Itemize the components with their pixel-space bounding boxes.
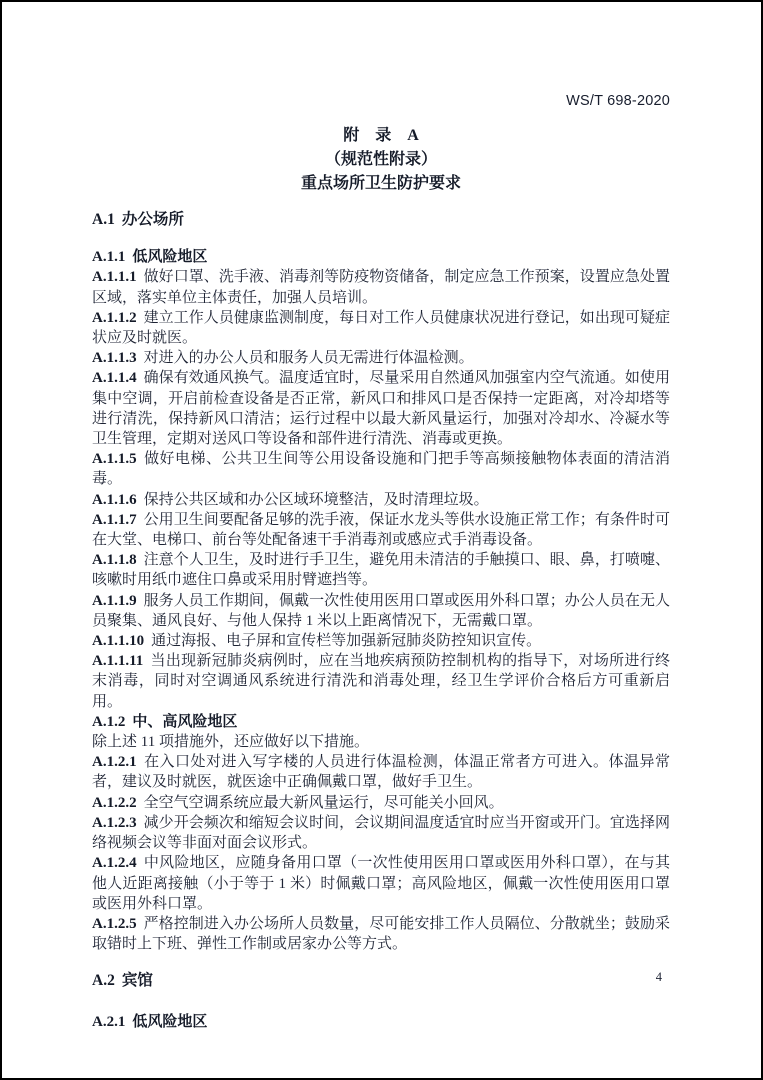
- subsection-number: A.2.1: [92, 1013, 126, 1030]
- clause-text: 中风险地区，应随身备用口罩（一次性使用医用口罩或医用外科口罩），在与其他人近距离接触（小于等于 1 米）时佩戴口罩；高风险地区，佩戴一次性使用医用口罩或医用外科口罩。: [92, 855, 670, 912]
- subsection-title: 低风险地区: [132, 249, 208, 266]
- clause-text: 对进入的办公人员和服务人员无需进行体温检测。: [143, 350, 474, 367]
- clause-number: A.1.1.2: [92, 309, 137, 326]
- clause-number: A.1.1.6: [92, 491, 137, 508]
- clause-a125: [92, 914, 670, 954]
- clause-text: 全空气空调系统应最大新风量运行，尽可能关小回风。: [143, 794, 504, 811]
- page-number: 4: [655, 970, 662, 984]
- clause-number: A.1.2.1: [92, 754, 137, 771]
- section-title: 办公场所: [121, 211, 184, 228]
- clause-text: 减少开会频次和缩短会议时间，会议期间温度适宜时应当开窗或开门。宜选择网络视频会议等非面对面会议形式。: [92, 814, 670, 852]
- clause-a115: [92, 449, 670, 489]
- section-a2-body: [92, 1012, 670, 1032]
- clause-text: 当出现新冠肺炎病例时，应在当地疾病预防控制机构的指导下，对场所进行终末消毒，同时对空调通风系统进行清洗和消毒处理，经卫生学评价合格后方可重新启用。: [92, 653, 670, 710]
- clause-number: A.1.1.3: [92, 350, 137, 367]
- clause-number: A.1.1.9: [92, 592, 137, 609]
- section-a1-body: [92, 247, 670, 954]
- subsection-title: 中、高风险地区: [132, 713, 238, 730]
- clause-text: 做好电梯、公共卫生间等公用设备设施和门把手等高频接触物体表面的清洁消毒。: [92, 451, 670, 488]
- subsection-number: A.1.1: [92, 249, 126, 266]
- clause-number: A.1.1.8: [92, 552, 137, 569]
- clause-number: A.1.1.1: [92, 269, 137, 286]
- section-heading-a2: [92, 971, 670, 991]
- section-number: A.1: [92, 211, 115, 228]
- clause-text: 公用卫生间要配备足够的洗手液，保证水龙头等供水设施正常工作；有条件时可在大堂、电梯口、前台等处配备速干手消毒剂或感应式手消毒设备。: [92, 511, 670, 549]
- clause-number: A.1.2.5: [92, 915, 137, 932]
- standard-number: WS/T 698-2020: [566, 93, 670, 109]
- clause-a112: [92, 308, 670, 348]
- clause-text: 保持公共区域和办公区域环境整洁，及时清理垃圾。: [143, 491, 489, 508]
- clause-a1110: [92, 631, 670, 651]
- appendix-title-block: [92, 124, 670, 196]
- clause-number: A.1.1.5: [92, 451, 137, 468]
- appendix-label: 附 录 A: [343, 127, 419, 144]
- clause-number: A.1.1.4: [92, 370, 137, 387]
- clause-text: 做好口罩、洗手液、消毒剂等防疫物资储备，制定应急工作预案，设置应急处置区域，落实单位主体责任，加强人员培训。: [92, 269, 670, 306]
- clause-text: 严格控制进入办公场所人员数量，尽可能安排工作人员隔位、分散就坐；鼓励采取错时上下班、弹性工作制或居家办公等方式。: [92, 915, 670, 953]
- clause-a1111: [92, 651, 670, 712]
- clause-text: 确保有效通风换气。温度适宜时，尽量采用自然通风加强室内空气流通。如使用集中空调，开启前检查设备是否正常，新风口和排风口是否保持一定距离，对冷却塔等进行清洗，保持新风口清洁；运行过程中以最大新风量运行，加强对冷却水、冷凝水等卫生管理，定期对送风口等设备和部件进行清洗、消毒或更换。: [92, 370, 670, 448]
- subsection-heading-a12: [92, 712, 670, 732]
- clause-a122: [92, 793, 670, 813]
- appendix-type: （规范性附录）: [324, 151, 437, 168]
- subsection-heading-a21: [92, 1012, 670, 1032]
- subsection-a12-intro: 除上述 11 项措施外，还应做好以下措施。: [92, 734, 369, 751]
- clause-a117: [92, 510, 670, 550]
- section-heading-a1: [92, 210, 670, 230]
- clause-number: A.1.1.11: [92, 653, 144, 670]
- section-number: A.2: [92, 972, 115, 990]
- clause-a124: [92, 853, 670, 914]
- clause-text: 注意个人卫生，及时进行手卫生，避免用未清洁的手触摸口、眼、鼻，打喷嚏、咳嗽时用纸巾遮住口鼻或采用肘臂遮挡等。: [92, 552, 670, 589]
- page-content: [2, 93, 761, 1032]
- clause-number: A.1.1.10: [92, 633, 145, 650]
- clause-a123: [92, 813, 670, 853]
- clause-number: A.1.1.7: [92, 511, 137, 528]
- clause-text: 通过海报、电子屏和宣传栏等加强新冠肺炎防控知识宣传。: [151, 633, 542, 650]
- clause-a113: [92, 348, 670, 368]
- subsection-heading-a11: [92, 247, 670, 267]
- clause-number: A.1.2.3: [92, 814, 137, 831]
- subsection-number: A.1.2: [92, 713, 126, 730]
- clause-a119: [92, 591, 670, 631]
- clause-a121: [92, 752, 670, 792]
- clause-text: 建立工作人员健康监测制度，每日对工作人员健康状况进行登记，如出现可疑症状应及时就医。: [92, 309, 670, 347]
- clause-a118: [92, 550, 670, 590]
- clause-text: 在入口处对进入写字楼的人员进行体温检测，体温正常者方可进入。体温异常者，建议及时就医，就医途中正确佩戴口罩，做好手卫生。: [92, 754, 670, 791]
- section-title: 宾馆: [121, 972, 153, 990]
- appendix-title: 重点场所卫生防护要求: [300, 175, 461, 192]
- clause-text: 服务人员工作期间，佩戴一次性使用医用口罩或医用外科口罩；办公人员在无人员聚集、通风良好、与他人保持 1 米以上距离情况下，无需戴口罩。: [92, 592, 670, 629]
- clause-number: A.1.2.2: [92, 794, 137, 811]
- clause-number: A.1.2.4: [92, 855, 137, 872]
- clause-a111: [92, 267, 670, 307]
- subsection-title: 低风险地区: [132, 1013, 208, 1030]
- clause-a116: [92, 490, 670, 510]
- clause-a114: [92, 368, 670, 449]
